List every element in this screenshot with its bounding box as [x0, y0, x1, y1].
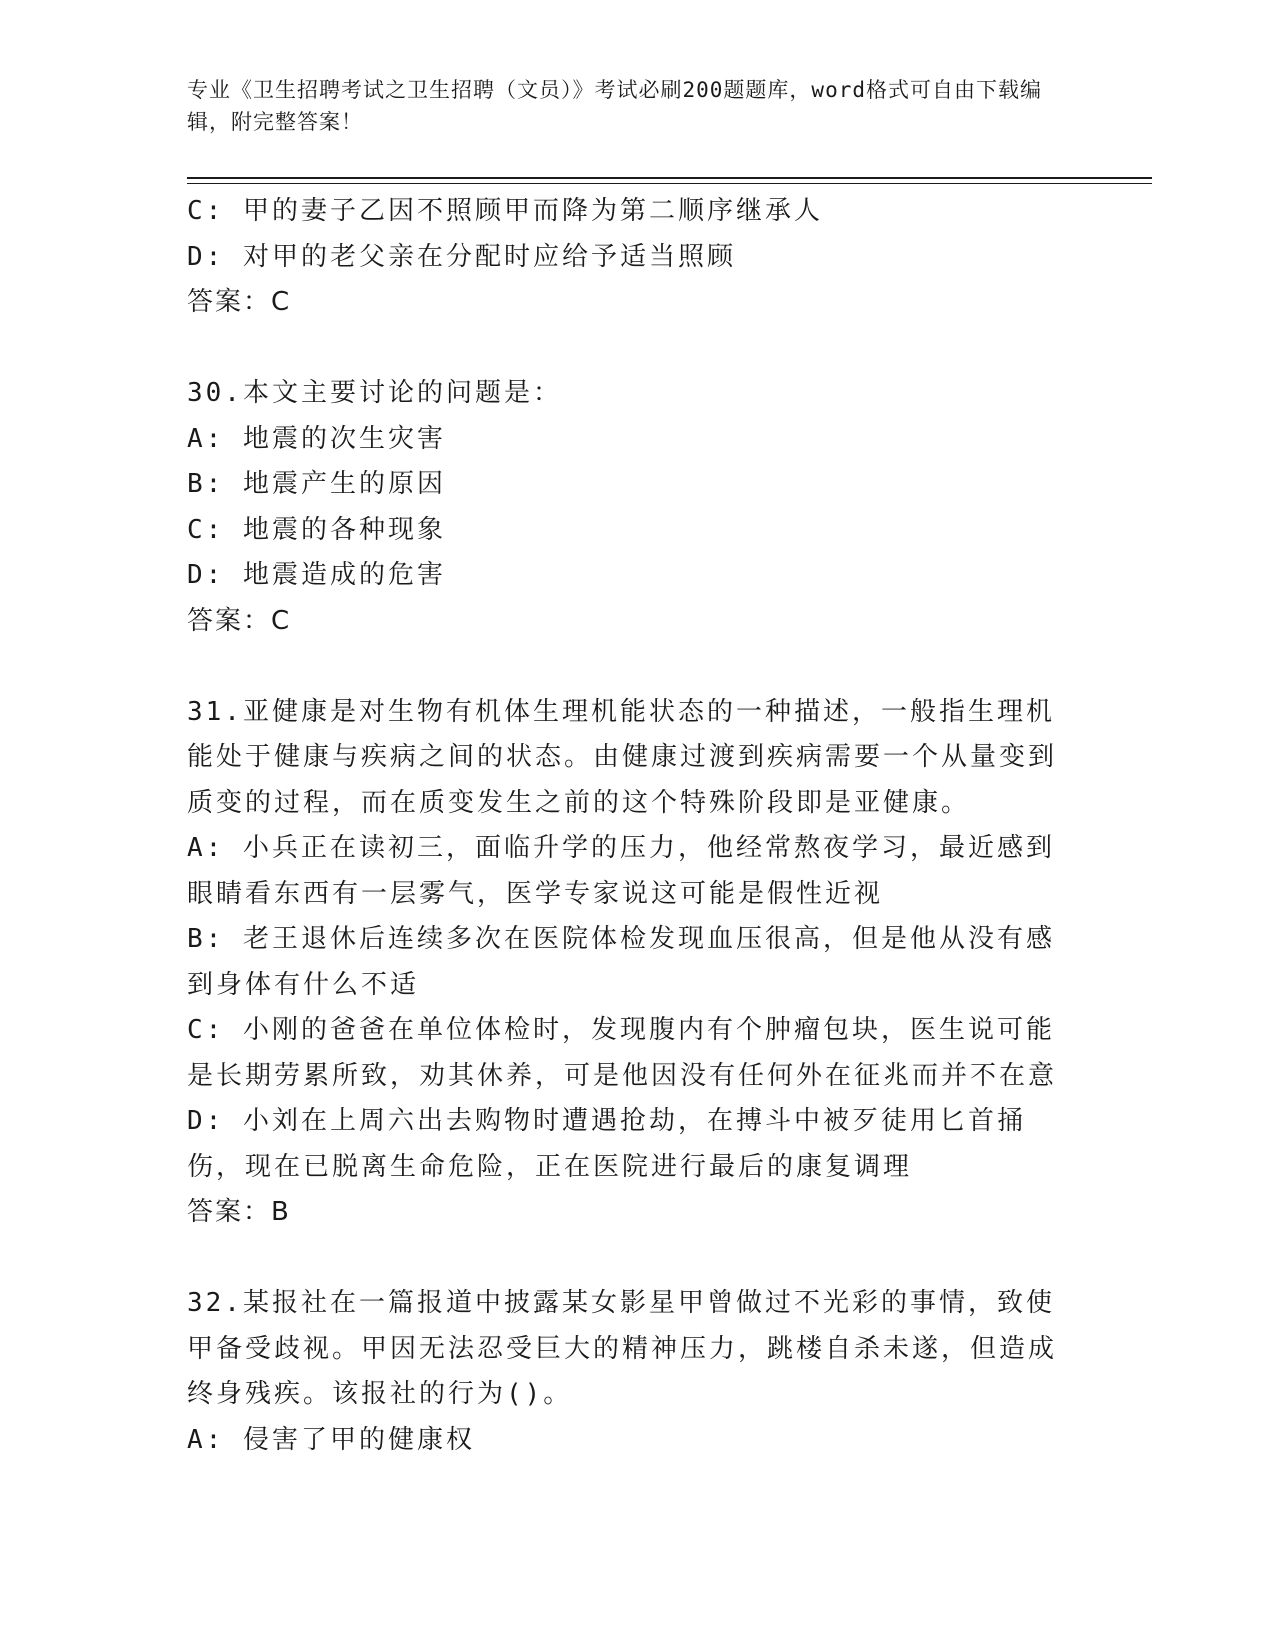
answer-line: 答案：C — [187, 605, 292, 636]
option-d: D: 地震造成的危害 — [187, 560, 446, 590]
question-stem: 30.本文主要讨论的问题是： — [187, 378, 562, 408]
option-b: B: 地震产生的原因 — [187, 469, 446, 499]
spacer — [187, 1236, 1087, 1282]
option-d: D: 小刘在上周六出去购物时遭遇抢劫，在搏斗中被歹徒用匕首捅伤，现在已脱离生命危险，正在医院进行最后的康复调理 — [187, 1106, 1026, 1182]
question-31 — [187, 690, 1087, 1236]
answer-line: 答案：B — [187, 1197, 291, 1227]
document-body — [187, 189, 1087, 1463]
option-b: B: 老王退休后连续多次在医院体检发现血压很高，但是他从没有感到身体有什么不适 — [187, 924, 1055, 1000]
option-a: A: 小兵正在读初三，面临升学的压力，他经常熬夜学习，最近感到眼睛看东西有一层雾气，医学专家说这可能是假性近视 — [187, 833, 1055, 909]
option-a: A: 地震的次生灾害 — [187, 423, 446, 454]
question-32 — [187, 1281, 1087, 1463]
question-stem: 32.某报社在一篇报道中披露某女影星甲曾做过不光彩的事情，致使甲备受歧视。甲因无法忍受巨大的精神压力，跳楼自杀未遂，但造成终身残疾。该报社的行为()。 — [187, 1288, 1058, 1409]
spacer — [187, 644, 1087, 690]
option-d: D: 对甲的老父亲在分配时应给予适当照顾 — [187, 241, 736, 272]
question-30 — [187, 371, 1087, 644]
spacer — [187, 326, 1087, 372]
document-header: 专业《卫生招聘考试之卫生招聘（文员）》考试必刷200题题库，word格式可自由下载编辑，附完整答案！ — [187, 78, 1042, 134]
answer-line: 答案：C — [187, 287, 292, 317]
option-a: A: 侵害了甲的健康权 — [187, 1424, 475, 1455]
header-rule-thin — [187, 183, 1152, 184]
header-rule — [187, 177, 1152, 179]
option-c: C: 小刚的爸爸在单位体检时，发现腹内有个肿瘤包块，医生说可能是长期劳累所致，劝其休养，可是他因没有任何外在征兆而并不在意 — [187, 1015, 1058, 1091]
question-stem: 31.亚健康是对生物有机体生理机能状态的一种描述，一般指生理机能处于健康与疾病之间的状态。由健康过渡到疾病需要一个从量变到质变的过程，而在质变发生之前的这个特殊阶段即是亚健康。 — [187, 696, 1058, 818]
option-c: C: 甲的妻子乙因不照顾甲而降为第二顺序继承人 — [187, 196, 823, 226]
question-prev — [187, 189, 1087, 326]
option-c: C: 地震的各种现象 — [187, 514, 446, 545]
